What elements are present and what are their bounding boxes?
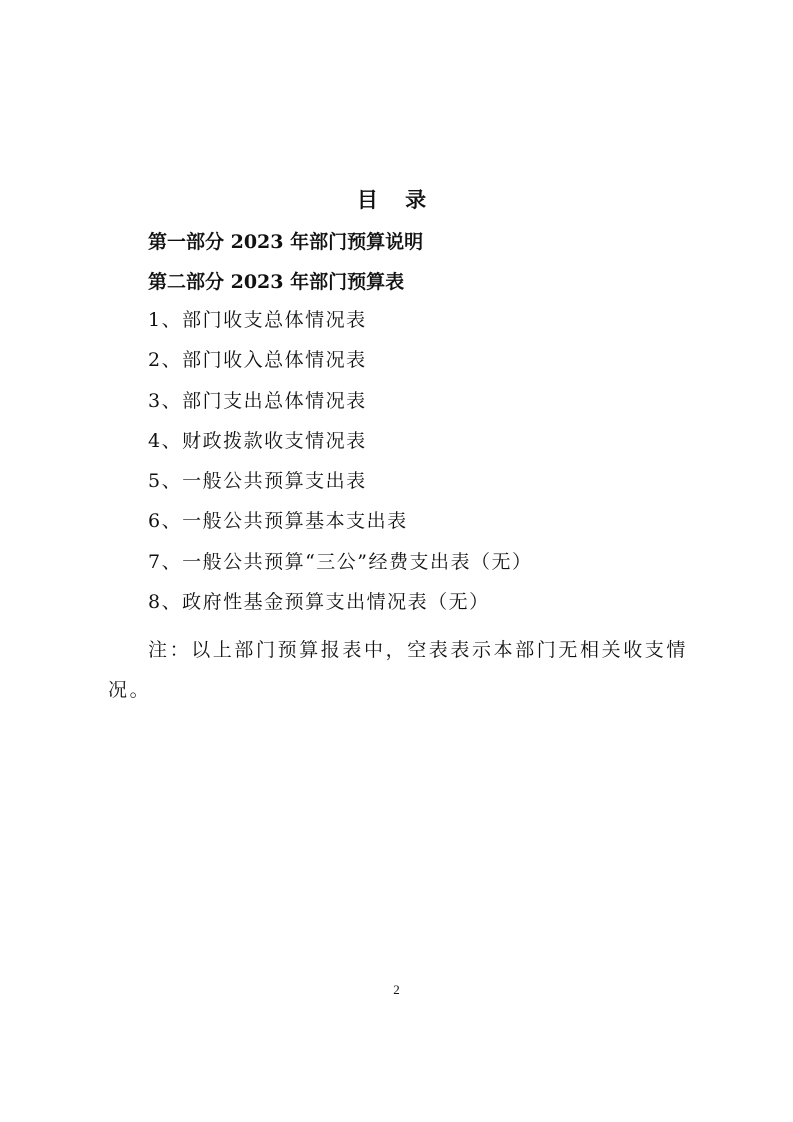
toc-item-8: 8、政府性基金预算支出情况表（无）: [148, 591, 490, 614]
toc-item-5: 5、一般公共预算支出表: [148, 470, 367, 493]
note-paragraph: 注：以上部门预算报表中，空表表示本部门无相关收支情况。: [108, 639, 689, 701]
toc-part-one: 第一部分 2023 年部门预算说明: [148, 231, 424, 253]
toc-item-1: 1、部门收支总体情况表: [148, 309, 367, 331]
toc-item-3: 3、部门支出总体情况表: [148, 389, 367, 412]
page-number: 2: [393, 982, 400, 997]
toc-part-two: 第二部分 2023 年部门预算表: [148, 271, 405, 293]
toc-item-4: 4、财政拨款收支情况表: [148, 429, 367, 452]
toc-item-6: 6、一般公共预算基本支出表: [148, 510, 408, 533]
toc-item-2: 2、部门收入总体情况表: [148, 349, 367, 372]
page-title: 目 录: [356, 187, 437, 212]
toc-item-7: 7、一般公共预算“三公”经费支出表（无）: [148, 550, 533, 573]
toc-list: [148, 309, 533, 631]
